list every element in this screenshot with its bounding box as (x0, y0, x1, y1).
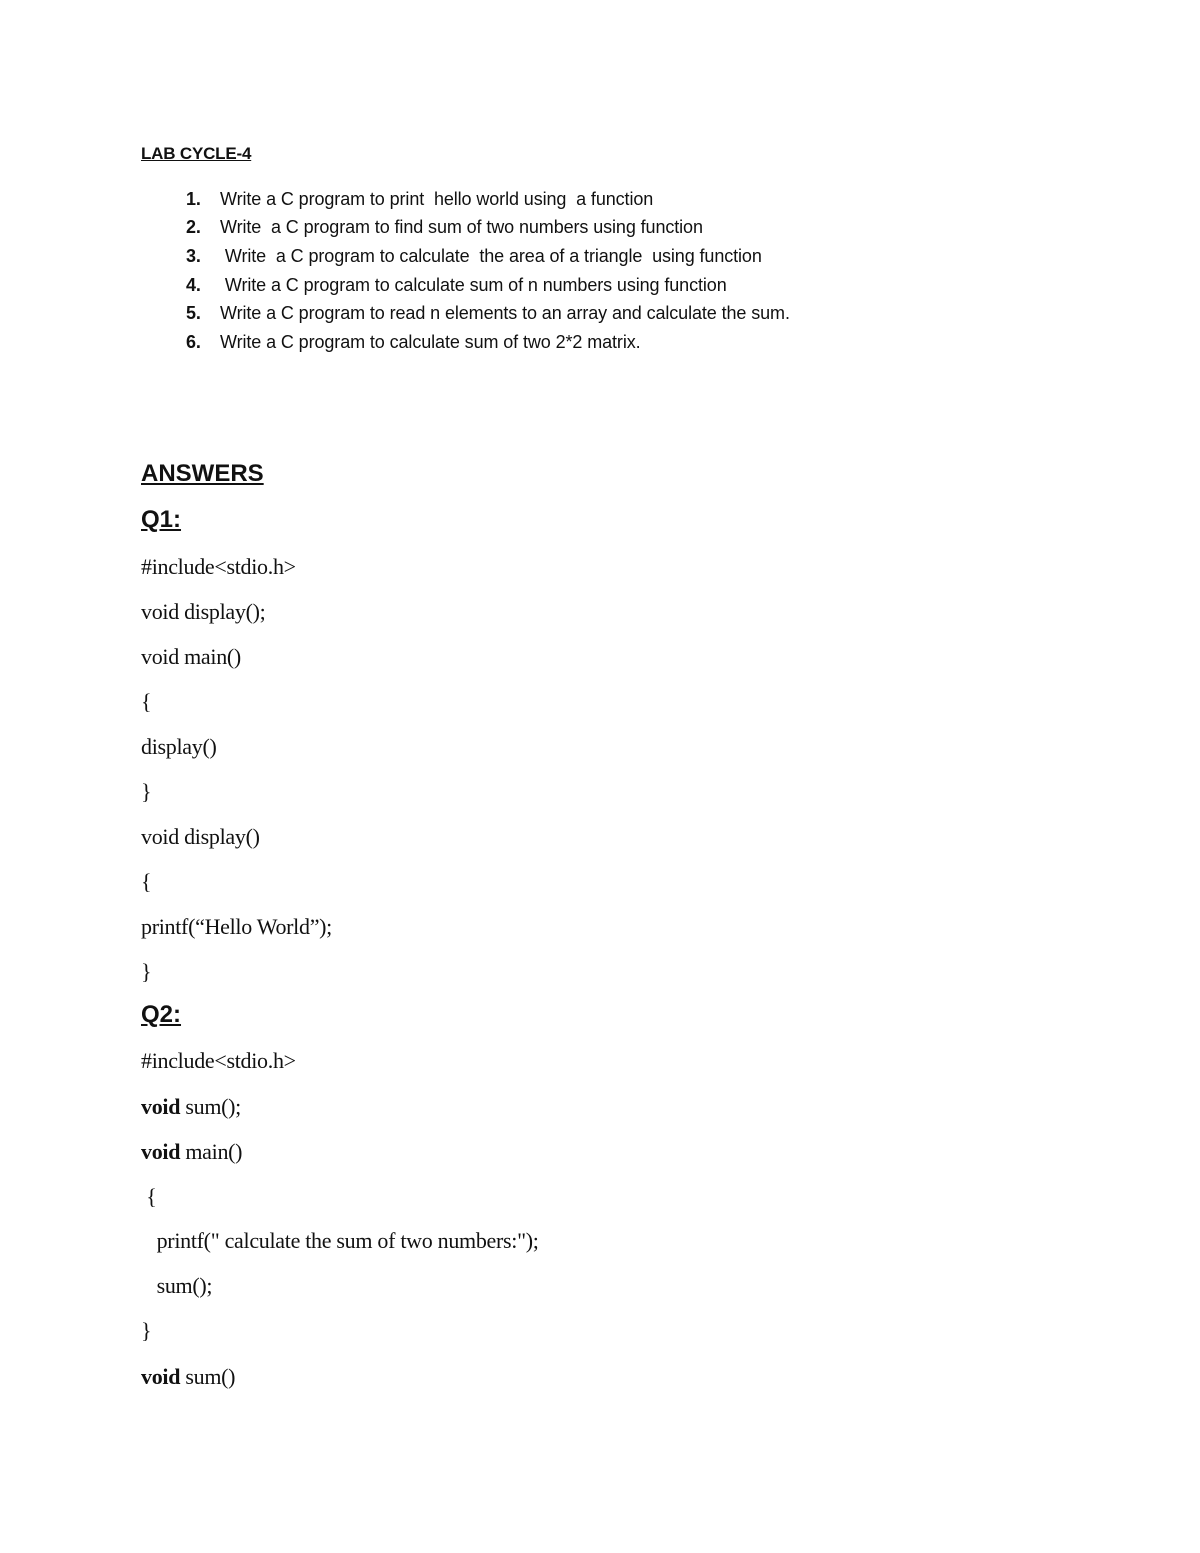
question-number: 2. (186, 217, 201, 237)
code-text: main() (180, 1139, 243, 1164)
code-text: sum() (180, 1364, 236, 1389)
code-line: #include<stdio.h> (141, 554, 296, 579)
code-line: printf(“Hello World”); (141, 914, 332, 939)
keyword-void: void (141, 1139, 181, 1164)
code-line: void main() (141, 644, 241, 669)
question-number: 3. (186, 246, 201, 266)
code-line: } (141, 959, 152, 984)
code-line: { (141, 869, 152, 894)
question-text: Write a C program to find sum of two numbers using function (220, 217, 703, 237)
code-text: sum(); (180, 1094, 241, 1119)
code-line: display() (141, 734, 217, 759)
question-item-1 (186, 188, 653, 210)
code-line (141, 1364, 235, 1390)
question-item-3 (186, 245, 762, 267)
question-text: Write a C program to read n elements to an array and calculate the sum. (220, 303, 790, 323)
keyword-void: void (141, 1364, 181, 1389)
code-line: sum(); (141, 1273, 213, 1298)
q2-heading: Q2: (141, 1001, 182, 1028)
code-line: printf(" calculate the sum of two numbers:"); (141, 1228, 539, 1253)
question-text: Write a C program to calculate sum of n numbers using function (220, 275, 727, 295)
question-item-2 (186, 216, 703, 238)
question-number: 4. (186, 275, 201, 295)
question-number: 6. (186, 332, 201, 352)
question-number: 5. (186, 303, 201, 323)
code-line: { (141, 1184, 157, 1209)
question-item-6 (186, 331, 641, 353)
question-text: Write a C program to print hello world using a function (220, 189, 654, 209)
code-line: #include<stdio.h> (141, 1048, 296, 1073)
answers-heading: ANSWERS (141, 460, 264, 487)
q1-heading: Q1: (141, 506, 182, 533)
code-line: } (141, 779, 152, 804)
code-line (141, 1139, 242, 1165)
lab-title: LAB CYCLE-4 (141, 144, 252, 163)
keyword-void: void (141, 1094, 181, 1119)
question-item-4 (186, 274, 727, 296)
question-number: 1. (186, 189, 201, 209)
code-line: void display(); (141, 599, 266, 624)
question-text: Write a C program to calculate the area of a triangle using function (220, 246, 762, 266)
code-line (141, 1094, 241, 1120)
code-line: } (141, 1318, 152, 1343)
question-item-5 (186, 302, 790, 324)
code-line: void display() (141, 824, 260, 849)
code-line: { (141, 689, 152, 714)
question-text: Write a C program to calculate sum of two 2*2 matrix. (220, 332, 641, 352)
